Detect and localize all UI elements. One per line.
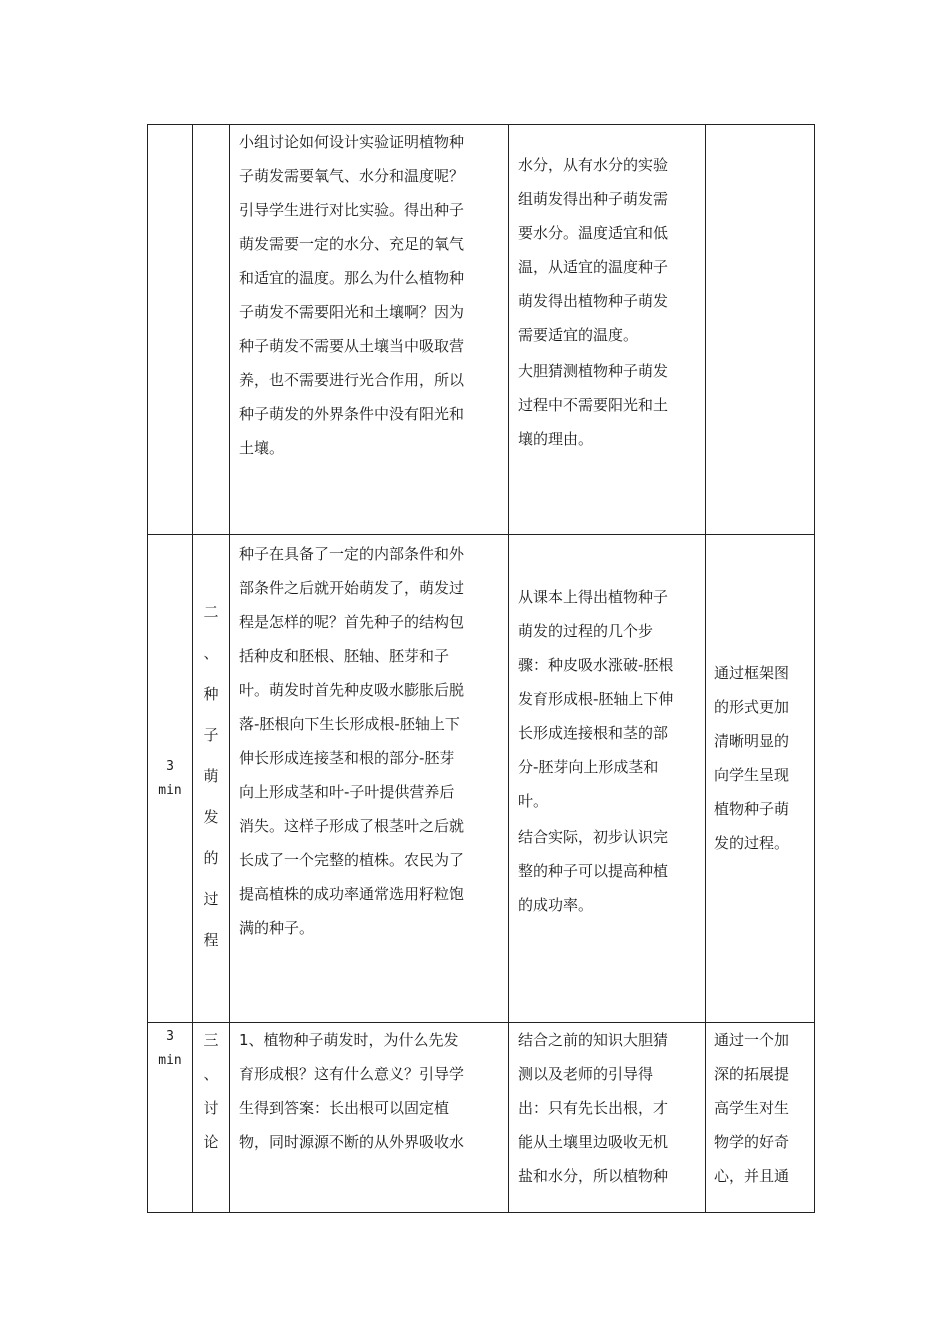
student-activity-text: 结合实际，初步认识完 整的种子可以提高种植 的成功率。 xyxy=(518,828,669,914)
student-activity-text: 从课本上得出植物种子 萌发的过程的几个步 骤：种皮吸水涨破-胚根 发育形成根-胚轴上下伸 长形成连接根和茎的部 分-胚芽向上形成茎和 叶。 xyxy=(518,588,674,810)
time-cell xyxy=(148,535,193,1023)
time-cell xyxy=(148,1023,193,1213)
step-cell xyxy=(193,535,230,1023)
lesson-plan-table xyxy=(147,124,815,1213)
time-cell xyxy=(148,125,193,535)
design-intent-cell xyxy=(706,125,815,535)
step-text: 三 、 讨 论 xyxy=(203,1031,219,1151)
student-activity-cell xyxy=(509,535,706,1023)
design-intent-text: 通过框架图 的形式更加 清晰明显的 向学生呈现 植物种子萌 发的过程。 xyxy=(714,664,790,852)
step-cell xyxy=(193,1023,230,1213)
student-activity-cell xyxy=(509,125,706,535)
time-text: 3 min xyxy=(158,1029,182,1068)
table-row xyxy=(148,125,815,535)
student-activity-text: 大胆猜测植物种子萌发 过程中不需要阳光和土 壤的理由。 xyxy=(518,362,669,448)
table-row xyxy=(148,1023,815,1213)
student-activity-cell xyxy=(509,1023,706,1213)
teacher-activity-text: 种子在具备了一定的内部条件和外 部条件之后就开始萌发了，萌发过 程是怎样的呢？首先种子的结构包 括种皮和胚根、胚轴、胚芽和子 叶。萌发时首先种皮吸水膨胀后脱 落-胚根向下生长形成根-胚轴上下 伸长形成连接茎和根的部分-胚芽 向上形成茎和叶-子叶提供营养后 消失。这样子形成了根茎叶之后就 长成了一个完整的植株。农民为了 提高植株的成功率通常选用籽粒饱 满的种子。 xyxy=(239,545,465,937)
table-row xyxy=(148,535,815,1023)
teacher-activity-text: 1、植物种子萌发时，为什么先发 育形成根？这有什么意义？引导学 生得到答案：长出根可以固定植 物，同时源源不断的从外界吸收水 xyxy=(239,1031,465,1151)
design-intent-text: 通过一个加 深的拓展提 高学生对生 物学的好奇 心，并且通 xyxy=(714,1031,790,1185)
teacher-activity-cell xyxy=(230,1023,509,1213)
student-activity-text: 结合之前的知识大胆猜 测以及老师的引导得 出：只有先长出根，才 能从土壤里边吸收无机 盐和水分，所以植物种 xyxy=(518,1031,669,1185)
step-cell xyxy=(193,125,230,535)
teacher-activity-cell xyxy=(230,125,509,535)
design-intent-cell xyxy=(706,1023,815,1213)
time-text: 3 min xyxy=(158,758,182,798)
student-activity-text: 水分，从有水分的实验 组萌发得出种子萌发需 要水分。温度适宜和低 温，从适宜的温度种子 萌发得出植物种子萌发 需要适宜的温度。 xyxy=(518,156,669,344)
teacher-activity-text: 小组讨论如何设计实验证明植物种 子萌发需要氧气、水分和温度呢？ 引导学生进行对比实验。得出种子 萌发需要一定的水分、充足的氧气 和适宜的温度。那么为什么植物种 子萌发不需要阳光和土壤啊？因为 种子萌发不需要从土壤当中吸取营 养，也不需要进行光合作用，所以 种子萌发的外界条件中没有阳光和 土壤。 xyxy=(239,133,465,457)
design-intent-cell xyxy=(706,535,815,1023)
step-text: 二 、 种 子 萌 发 的 过 程 xyxy=(203,603,219,949)
teacher-activity-cell xyxy=(230,535,509,1023)
